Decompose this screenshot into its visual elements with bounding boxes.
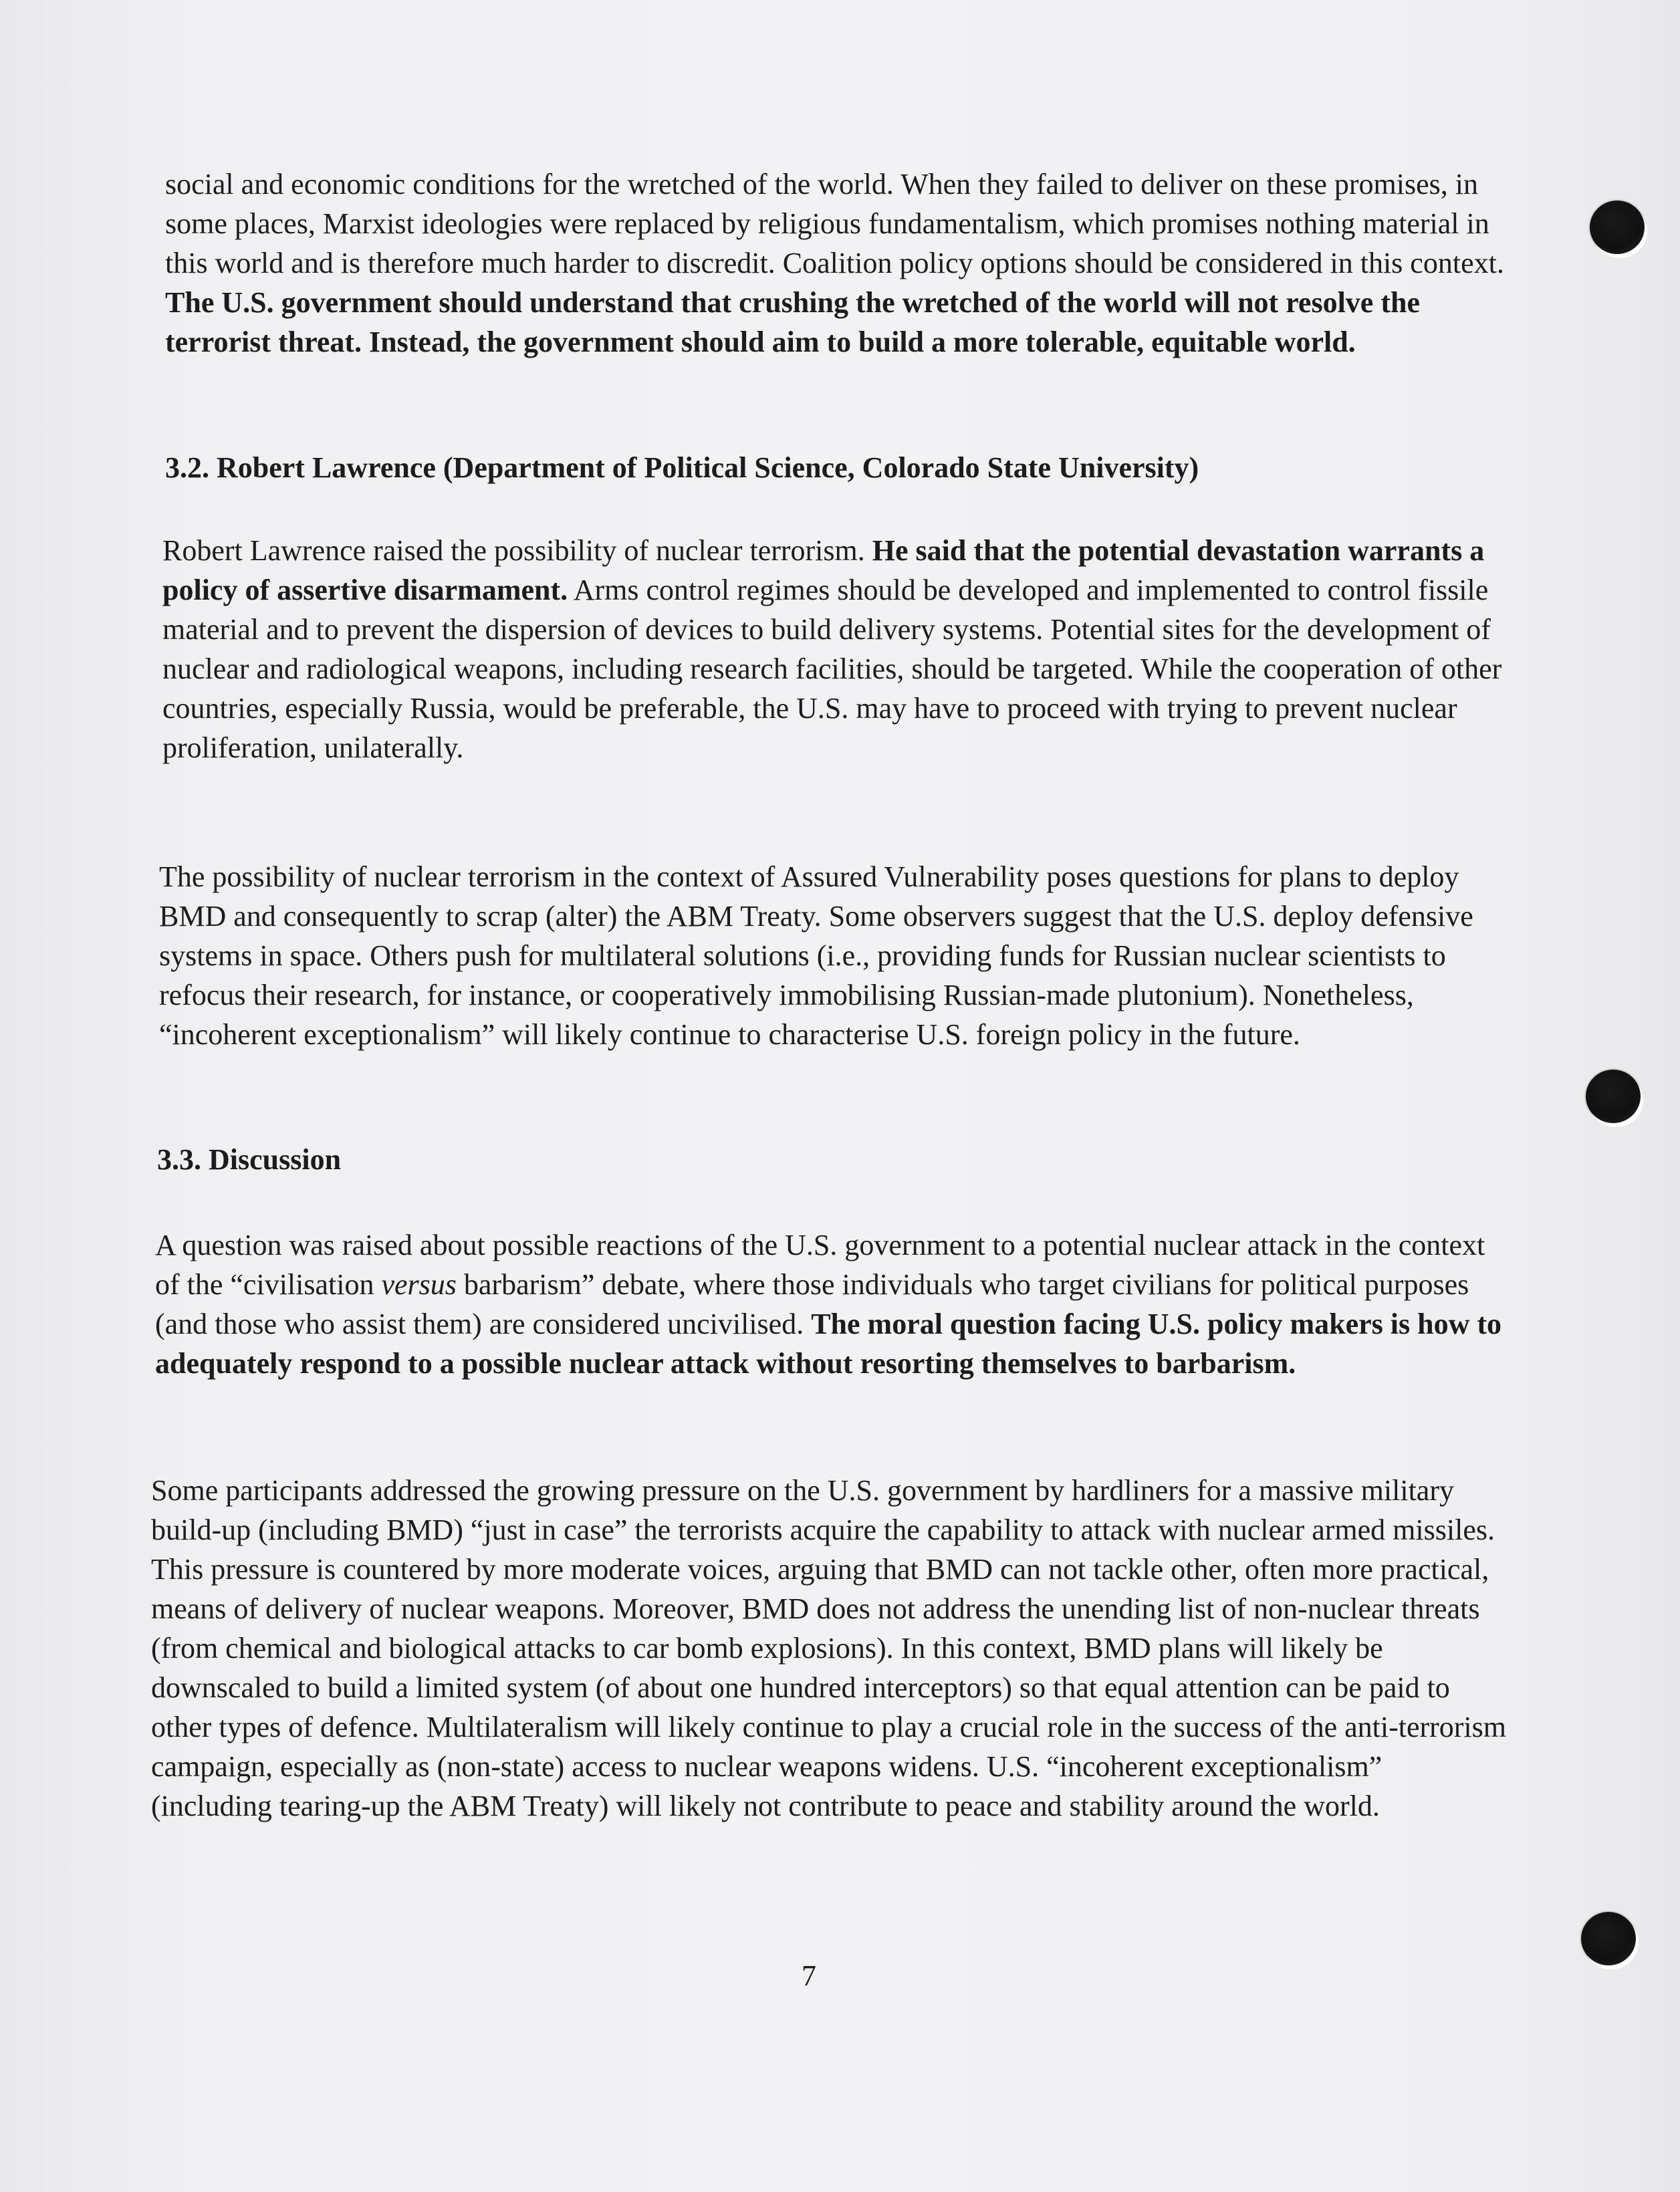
paragraph-text: A question was raised about possible reactions of the U.S. government to a potential nuclear attack in the context of the “civilisation [155,1229,1485,1301]
page-number: 7 [802,1959,816,1992]
paragraph-bmd-pressure: Some participants addressed the growing pressure on the U.S. government by hardliners for a massive military build-up (including BMD) “just in case” the terrorists acquire the capability to attack with nuclear armed missiles. This pressure is countered by more moderate voices, arguing that BMD can not tackle other, often more practical, means of delivery of nuclear weapons. Moreover, BMD does not address the unending list of non-nuclear threats (from chemical and biological attacks to car bomb explosions). In this context, BMD plans will likely be downscaled to build a limited system (of about one hundred interceptors) so that equal attention can be paid to other types of defence. Multilateralism will likely continue to play a crucial role in the success of the anti-terrorism campaign, especially as (non-state) access to nuclear weapons widens. U.S. “incoherent exceptionalism” (including tearing-up the ABM Treaty) will likely not contribute to peace and stability around the world. [151,1474,1507,1822]
paragraph-text: social and economic conditions for the wretched of the world. When they failed to deliver on these promises, in some places, Marxist ideologies were replaced by religious fundamentalism, which promises nothing material in this world and is therefore much harder to discredit. Coalition policy options should be considered in this context. [165,168,1504,279]
paragraph-wretched-of-world [165,164,1522,362]
paragraph-bold-text: He said that the potential devastation warrants a policy of assertive disarmament. [162,534,1485,606]
paragraph-text: barbarism” debate, where those individuals who target civilians for political purposes (and those who assist them) are considered uncivilised. [155,1268,1469,1340]
punch-hole-middle [1586,1070,1641,1123]
section-heading-3-2: 3.2. Robert Lawrence (Department of Political Science, Colorado State University) [165,451,1199,484]
paragraph-civilisation-debate [155,1225,1506,1383]
paragraph-text: Arms control regimes should be developed and implemented to control fissile material and to prevent the dispersion of devices to build delivery systems. Potential sites for the development of nuclear and radiological weapons, including research facilities, should be targeted. While the cooperation of other countries, especially Russia, would be preferable, the U.S. may have to proceed with trying to prevent nuclear proliferation, unilaterally. [162,574,1502,764]
paragraph-assured-vulnerability: The possibility of nuclear terrorism in the context of Assured Vulnerability poses questions for plans to deploy BMD and consequently to scrap (alter) the ABM Treaty. Some observers suggest that the U.S. deploy defensive systems in space. Others push for multilateral solutions (i.e., providing funds for Russian nuclear scientists to refocus their research, for instance, or cooperatively immobilising Russian-made plutonium). Nonetheless, “incoherent exceptionalism” will likely continue to characterise U.S. foreign policy in the future. [159,860,1473,1051]
paragraph-bold-text: The U.S. government should understand that crushing the wretched of the world will not resolve the terrorist threat. Instead, the government should aim to build a more tolerable, equitable world. [165,286,1420,358]
punch-hole-top [1590,201,1645,254]
paragraph-bold-text: The moral question facing U.S. policy makers is how to adequately respond to a possible nuclear attack without resorting themselves to barbarism. [155,1308,1502,1380]
paragraph-italic-text: versus [381,1268,457,1301]
section-heading-3-3: 3.3. Discussion [157,1143,342,1176]
paragraph-text: Robert Lawrence raised the possibility of nuclear terrorism. [162,534,872,567]
punch-hole-bottom [1581,1912,1636,1965]
paragraph-nuclear-terrorism [162,531,1526,767]
